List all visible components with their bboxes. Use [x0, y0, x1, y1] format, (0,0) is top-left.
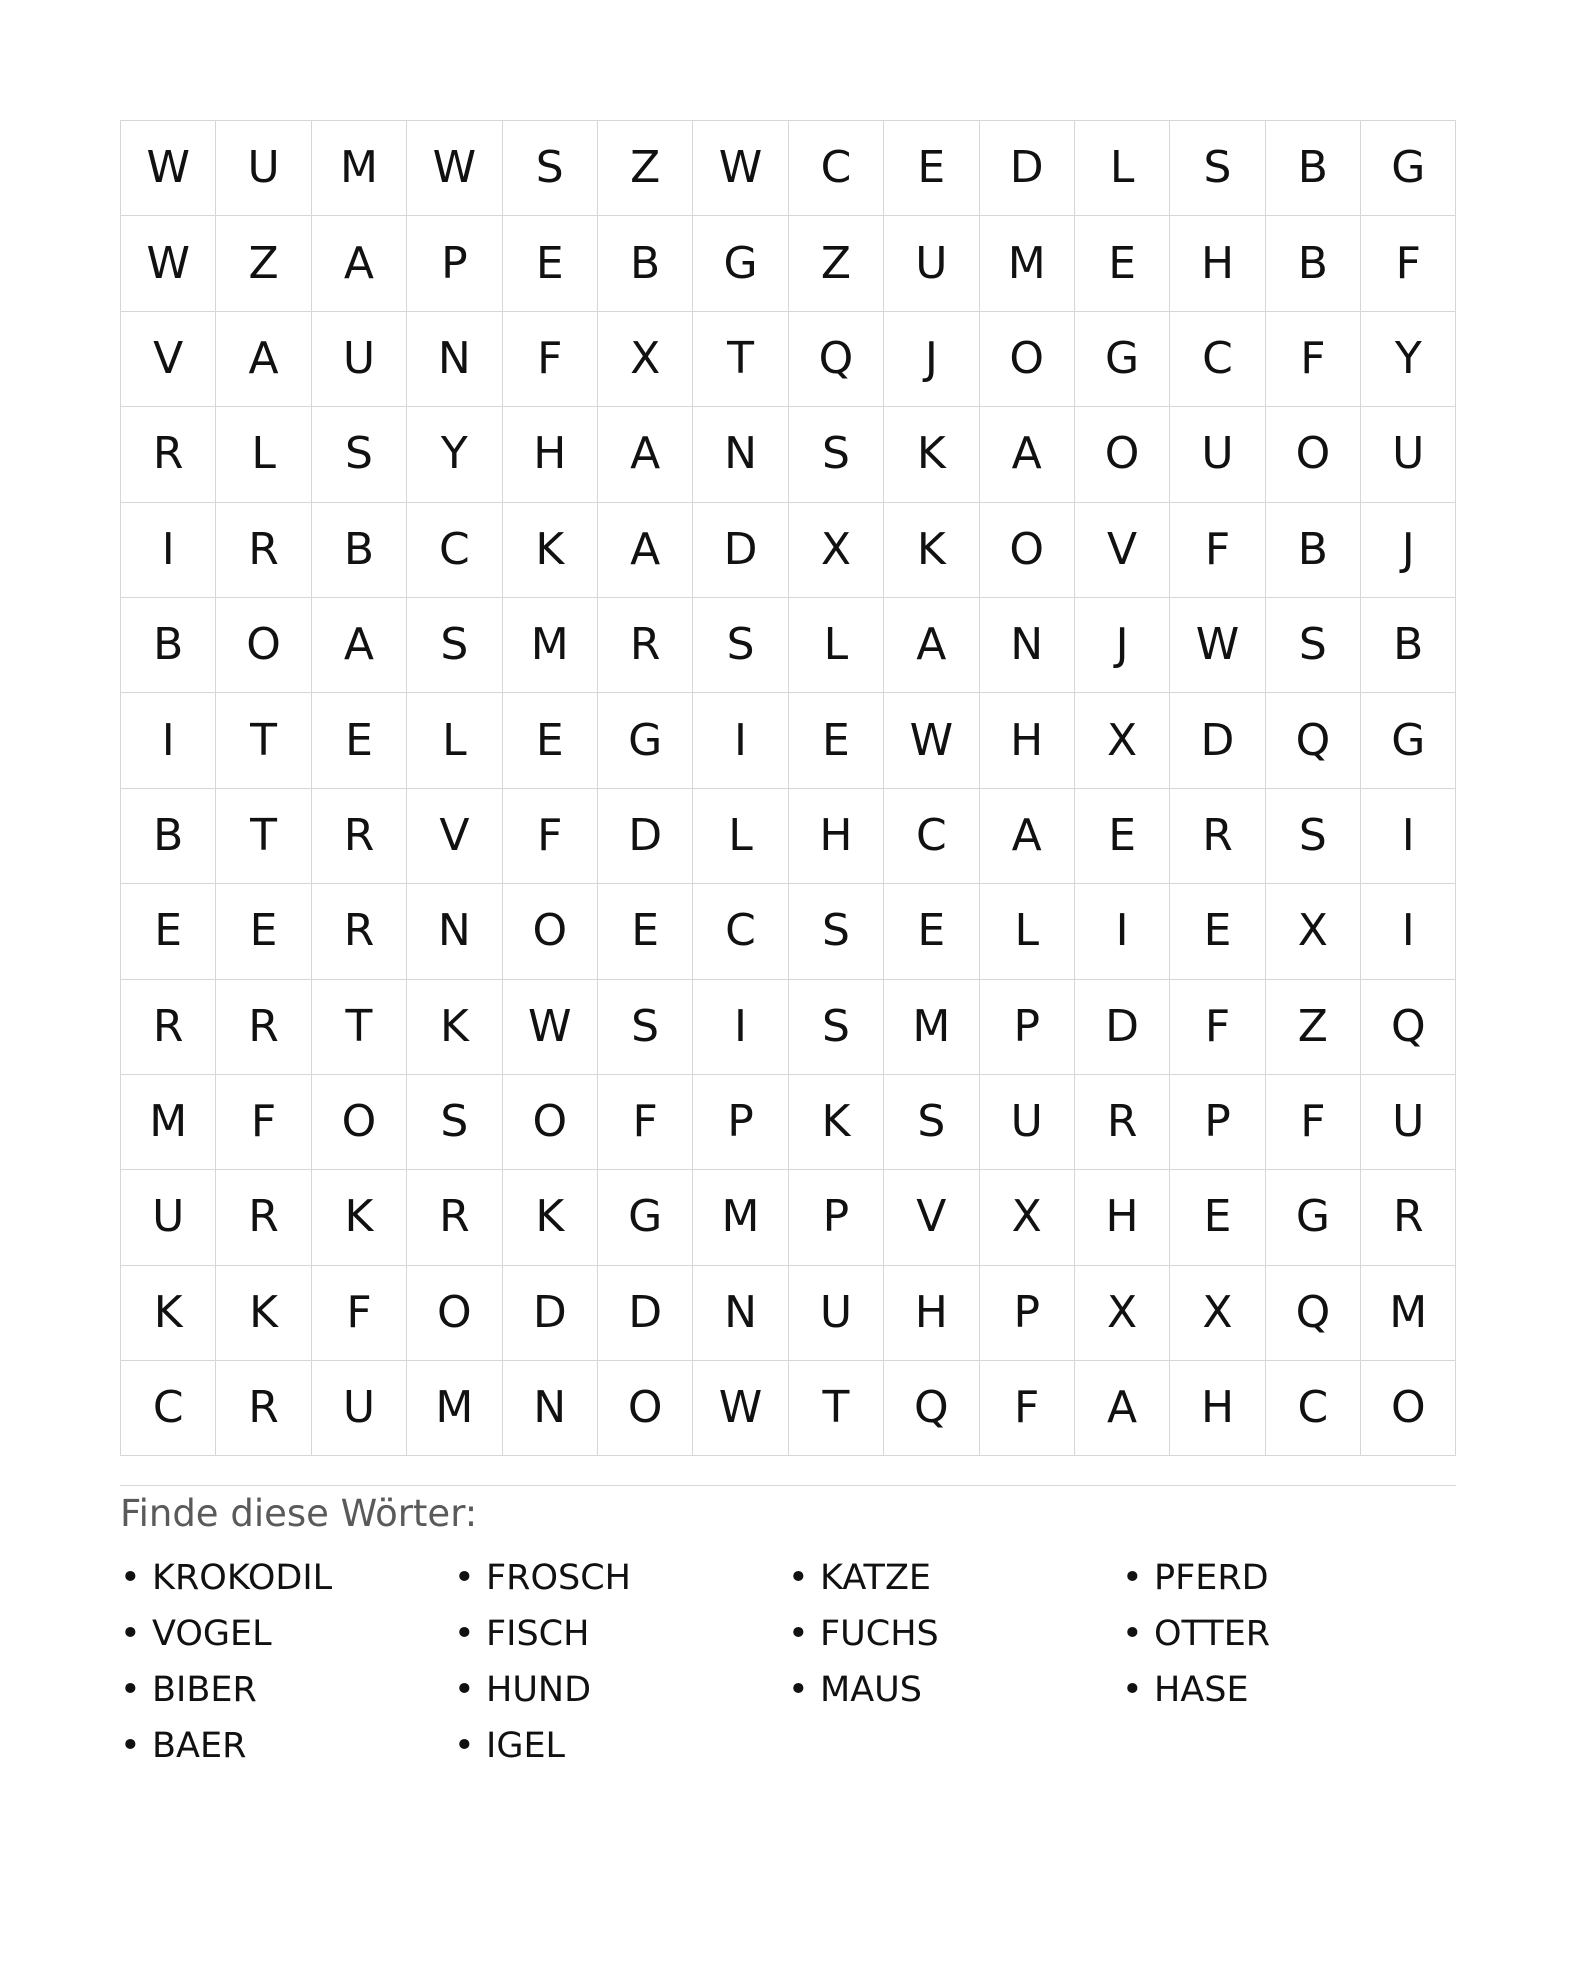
grid-cell[interactable]: R	[121, 980, 216, 1075]
word-list-item	[454, 1606, 788, 1662]
grid-cell[interactable]: F	[1266, 312, 1361, 407]
grid-cell[interactable]: I	[693, 693, 788, 788]
grid-cell[interactable]: O	[980, 503, 1075, 598]
word-label: IGEL	[486, 1726, 566, 1767]
grid-cell[interactable]: F	[312, 1266, 407, 1361]
grid-cell[interactable]: F	[503, 789, 598, 884]
grid-cell[interactable]: N	[693, 407, 788, 502]
grid-cell[interactable]: D	[693, 503, 788, 598]
grid-cell[interactable]: P	[980, 980, 1075, 1075]
grid-cell[interactable]: E	[216, 884, 311, 979]
grid-cell[interactable]: W	[121, 121, 216, 216]
grid-cell[interactable]: G	[1075, 312, 1170, 407]
grid-cell[interactable]: W	[1170, 598, 1265, 693]
grid-cell[interactable]: S	[1266, 789, 1361, 884]
grid-cell[interactable]: O	[216, 598, 311, 693]
grid-cell[interactable]: R	[216, 980, 311, 1075]
grid-cell[interactable]: P	[980, 1266, 1075, 1361]
grid-cell[interactable]: K	[503, 503, 598, 598]
grid-cell[interactable]: U	[216, 121, 311, 216]
grid-cell[interactable]: D	[598, 789, 693, 884]
grid-cell[interactable]: Z	[789, 216, 884, 311]
grid-cell[interactable]: E	[789, 693, 884, 788]
grid-cell[interactable]: O	[407, 1266, 502, 1361]
grid-cell[interactable]: R	[216, 1361, 311, 1456]
grid-cell[interactable]: E	[1170, 1170, 1265, 1265]
grid-cell[interactable]: X	[1266, 884, 1361, 979]
word-label: PFERD	[1154, 1558, 1269, 1599]
grid-cell[interactable]: E	[503, 216, 598, 311]
bullet-icon: •	[454, 1558, 475, 1599]
bullet-icon: •	[120, 1726, 141, 1767]
word-label: MAUS	[820, 1670, 922, 1711]
grid-cell[interactable]: B	[121, 598, 216, 693]
grid-cell[interactable]: K	[503, 1170, 598, 1265]
grid-cell[interactable]: V	[407, 789, 502, 884]
grid-cell[interactable]: D	[598, 1266, 693, 1361]
grid-cell[interactable]: S	[407, 598, 502, 693]
grid-cell[interactable]: X	[1075, 693, 1170, 788]
bullet-icon: •	[1122, 1558, 1143, 1599]
grid-cell[interactable]: U	[1361, 407, 1456, 502]
grid-cell[interactable]: O	[980, 312, 1075, 407]
grid-cell[interactable]: B	[1361, 598, 1456, 693]
grid-cell[interactable]: Q	[1266, 1266, 1361, 1361]
grid-cell[interactable]: R	[407, 1170, 502, 1265]
grid-cell[interactable]: S	[1266, 598, 1361, 693]
grid-cell[interactable]: X	[1170, 1266, 1265, 1361]
grid-cell[interactable]: T	[789, 1361, 884, 1456]
grid-cell[interactable]: A	[980, 789, 1075, 884]
grid-cell[interactable]: D	[1170, 693, 1265, 788]
word-label: FROSCH	[486, 1558, 631, 1599]
grid-cell[interactable]: M	[503, 598, 598, 693]
grid-cell[interactable]: T	[216, 789, 311, 884]
grid-cell[interactable]: A	[312, 216, 407, 311]
grid-cell[interactable]: S	[789, 407, 884, 502]
grid-cell[interactable]: B	[1266, 503, 1361, 598]
grid-cell[interactable]: Q	[1266, 693, 1361, 788]
grid-cell[interactable]: K	[216, 1266, 311, 1361]
grid-cell[interactable]: L	[1075, 121, 1170, 216]
grid-cell[interactable]: G	[693, 216, 788, 311]
grid-cell[interactable]: T	[312, 980, 407, 1075]
grid-cell[interactable]: J	[884, 312, 979, 407]
grid-cell[interactable]: O	[1266, 407, 1361, 502]
grid-cell[interactable]: F	[1170, 980, 1265, 1075]
grid-cell[interactable]: L	[980, 884, 1075, 979]
word-list-item	[1122, 1662, 1456, 1718]
divider	[120, 1485, 1456, 1486]
grid-cell[interactable]: A	[598, 407, 693, 502]
grid-cell[interactable]: Z	[216, 216, 311, 311]
grid-cell[interactable]: M	[312, 121, 407, 216]
grid-cell[interactable]: X	[980, 1170, 1075, 1265]
grid-cell[interactable]: V	[1075, 503, 1170, 598]
grid-cell[interactable]: Q	[1361, 980, 1456, 1075]
grid-cell[interactable]: R	[216, 503, 311, 598]
word-list-item	[120, 1718, 454, 1774]
grid-cell[interactable]: S	[884, 1075, 979, 1170]
bullet-icon: •	[788, 1614, 809, 1655]
grid-cell[interactable]: O	[1075, 407, 1170, 502]
grid-cell[interactable]: X	[1075, 1266, 1170, 1361]
grid-cell[interactable]: K	[789, 1075, 884, 1170]
grid-cell[interactable]: Y	[1361, 312, 1456, 407]
grid-cell[interactable]: E	[598, 884, 693, 979]
grid-cell[interactable]: L	[693, 789, 788, 884]
grid-cell[interactable]: T	[216, 693, 311, 788]
grid-cell[interactable]: R	[1170, 789, 1265, 884]
word-label: BAER	[152, 1726, 247, 1767]
grid-cell[interactable]: R	[1075, 1075, 1170, 1170]
grid-cell[interactable]: B	[598, 216, 693, 311]
grid-cell[interactable]: S	[789, 884, 884, 979]
grid-cell[interactable]: K	[407, 980, 502, 1075]
grid-cell[interactable]: O	[598, 1361, 693, 1456]
word-list-item	[788, 1550, 1122, 1606]
grid-cell[interactable]: S	[503, 121, 598, 216]
grid-cell[interactable]: M	[121, 1075, 216, 1170]
grid-cell[interactable]: E	[121, 884, 216, 979]
grid-cell[interactable]: H	[1170, 1361, 1265, 1456]
grid-cell[interactable]: J	[1075, 598, 1170, 693]
grid-cell[interactable]: D	[1075, 980, 1170, 1075]
grid-cell[interactable]: F	[1266, 1075, 1361, 1170]
grid-cell[interactable]: W	[121, 216, 216, 311]
word-label: HUND	[486, 1670, 592, 1711]
grid-cell[interactable]: C	[1266, 1361, 1361, 1456]
grid-cell[interactable]: M	[884, 980, 979, 1075]
bullet-icon: •	[788, 1670, 809, 1711]
grid-cell[interactable]: O	[1361, 1361, 1456, 1456]
bullet-icon: •	[120, 1614, 141, 1655]
grid-cell[interactable]: L	[407, 693, 502, 788]
grid-cell[interactable]: G	[1266, 1170, 1361, 1265]
word-list	[120, 1550, 1456, 1774]
grid-cell[interactable]: K	[884, 503, 979, 598]
grid-cell[interactable]: P	[407, 216, 502, 311]
bullet-icon: •	[1122, 1670, 1143, 1711]
grid-cell[interactable]: E	[1075, 216, 1170, 311]
grid-cell[interactable]: F	[1361, 216, 1456, 311]
grid-cell[interactable]: B	[1266, 121, 1361, 216]
word-label: FISCH	[486, 1614, 590, 1655]
grid-cell[interactable]: G	[598, 1170, 693, 1265]
grid-cell[interactable]: F	[598, 1075, 693, 1170]
grid-cell[interactable]: L	[789, 598, 884, 693]
grid-cell[interactable]: K	[121, 1266, 216, 1361]
grid-cell[interactable]: P	[789, 1170, 884, 1265]
grid-cell[interactable]: U	[789, 1266, 884, 1361]
word-list-item	[454, 1550, 788, 1606]
grid-cell[interactable]: O	[503, 1075, 598, 1170]
word-list-item	[1122, 1606, 1456, 1662]
word-list-item	[788, 1606, 1122, 1662]
word-label: KROKODIL	[152, 1558, 333, 1599]
grid-cell[interactable]: G	[1361, 121, 1456, 216]
grid-cell[interactable]: C	[789, 121, 884, 216]
letter-grid	[120, 120, 1456, 1456]
grid-cell[interactable]: M	[1361, 1266, 1456, 1361]
grid-cell[interactable]: O	[312, 1075, 407, 1170]
grid-cell[interactable]: Q	[884, 1361, 979, 1456]
grid-cell[interactable]: N	[980, 598, 1075, 693]
grid-cell[interactable]: O	[503, 884, 598, 979]
grid-cell[interactable]: I	[1361, 789, 1456, 884]
grid-cell[interactable]: F	[1170, 503, 1265, 598]
grid-cell[interactable]: U	[121, 1170, 216, 1265]
grid-cell[interactable]: H	[1075, 1170, 1170, 1265]
grid-cell[interactable]: U	[1170, 407, 1265, 502]
grid-cell[interactable]: C	[693, 884, 788, 979]
word-list-item	[788, 1662, 1122, 1718]
grid-cell[interactable]: R	[216, 1170, 311, 1265]
grid-cell[interactable]: C	[407, 503, 502, 598]
grid-cell[interactable]: H	[789, 789, 884, 884]
grid-cell[interactable]: U	[1361, 1075, 1456, 1170]
grid-cell[interactable]: S	[789, 980, 884, 1075]
word-list-item	[120, 1550, 454, 1606]
grid-cell[interactable]: S	[598, 980, 693, 1075]
word-label: BIBER	[152, 1670, 257, 1711]
instruction-text: Finde diese Wörter:	[120, 1492, 478, 1536]
bullet-icon: •	[120, 1670, 141, 1711]
grid-cell[interactable]: F	[503, 312, 598, 407]
word-label: FUCHS	[820, 1614, 939, 1655]
grid-cell[interactable]: E	[1170, 884, 1265, 979]
grid-cell[interactable]: N	[407, 884, 502, 979]
word-label: HASE	[1154, 1670, 1249, 1711]
grid-cell[interactable]: T	[693, 312, 788, 407]
grid-cell[interactable]: I	[693, 980, 788, 1075]
word-search-page	[120, 120, 1456, 1774]
grid-cell[interactable]: B	[121, 789, 216, 884]
grid-cell[interactable]: S	[312, 407, 407, 502]
grid-cell[interactable]: I	[121, 693, 216, 788]
grid-cell[interactable]: C	[121, 1361, 216, 1456]
grid-cell[interactable]: K	[884, 407, 979, 502]
word-list-item	[454, 1662, 788, 1718]
grid-cell[interactable]: W	[407, 121, 502, 216]
grid-cell[interactable]: C	[884, 789, 979, 884]
word-list-item	[120, 1662, 454, 1718]
grid-cell[interactable]: C	[1170, 312, 1265, 407]
grid-cell[interactable]: X	[598, 312, 693, 407]
grid-cell[interactable]: N	[503, 1361, 598, 1456]
grid-cell[interactable]: I	[1075, 884, 1170, 979]
bullet-icon: •	[454, 1614, 475, 1655]
grid-cell[interactable]: D	[980, 121, 1075, 216]
grid-cell[interactable]: A	[1075, 1361, 1170, 1456]
grid-cell[interactable]: F	[980, 1361, 1075, 1456]
grid-cell[interactable]: J	[1361, 503, 1456, 598]
grid-cell[interactable]: N	[693, 1266, 788, 1361]
grid-cell[interactable]: E	[503, 693, 598, 788]
grid-cell[interactable]: K	[312, 1170, 407, 1265]
grid-cell[interactable]: Z	[1266, 980, 1361, 1075]
grid-cell[interactable]: S	[407, 1075, 502, 1170]
grid-cell[interactable]: X	[789, 503, 884, 598]
grid-cell[interactable]: Y	[407, 407, 502, 502]
grid-cell[interactable]: V	[884, 1170, 979, 1265]
grid-cell[interactable]: U	[312, 312, 407, 407]
grid-cell[interactable]: W	[884, 693, 979, 788]
word-list-item	[120, 1606, 454, 1662]
grid-cell[interactable]: W	[693, 121, 788, 216]
grid-cell[interactable]: F	[216, 1075, 311, 1170]
grid-cell[interactable]: V	[121, 312, 216, 407]
word-list-item	[454, 1718, 788, 1774]
grid-cell[interactable]: E	[1075, 789, 1170, 884]
grid-cell[interactable]: A	[598, 503, 693, 598]
word-list-item	[1122, 1550, 1456, 1606]
grid-cell[interactable]: G	[1361, 693, 1456, 788]
grid-cell[interactable]: P	[693, 1075, 788, 1170]
grid-cell[interactable]: W	[693, 1361, 788, 1456]
grid-cell[interactable]: R	[312, 884, 407, 979]
grid-cell[interactable]: Q	[789, 312, 884, 407]
grid-cell[interactable]: E	[884, 884, 979, 979]
grid-cell[interactable]: H	[1170, 216, 1265, 311]
grid-cell[interactable]: H	[980, 693, 1075, 788]
bullet-icon: •	[788, 1558, 809, 1599]
bullet-icon: •	[120, 1558, 141, 1599]
grid-cell[interactable]: A	[980, 407, 1075, 502]
grid-cell[interactable]: A	[216, 312, 311, 407]
grid-cell[interactable]: M	[407, 1361, 502, 1456]
grid-cell[interactable]: M	[693, 1170, 788, 1265]
word-label: VOGEL	[152, 1614, 272, 1655]
bullet-icon: •	[454, 1726, 475, 1767]
grid-cell[interactable]: E	[884, 121, 979, 216]
grid-cell[interactable]: A	[884, 598, 979, 693]
grid-cell[interactable]: S	[693, 598, 788, 693]
grid-cell[interactable]: A	[312, 598, 407, 693]
grid-cell[interactable]: G	[598, 693, 693, 788]
grid-cell[interactable]: U	[312, 1361, 407, 1456]
grid-cell[interactable]: E	[312, 693, 407, 788]
grid-cell[interactable]: Z	[598, 121, 693, 216]
bullet-icon: •	[454, 1670, 475, 1711]
grid-cell[interactable]: S	[1170, 121, 1265, 216]
grid-cell[interactable]: R	[598, 598, 693, 693]
grid-cell[interactable]: M	[980, 216, 1075, 311]
grid-cell[interactable]: R	[1361, 1170, 1456, 1265]
grid-cell[interactable]: I	[1361, 884, 1456, 979]
grid-cell[interactable]: B	[312, 503, 407, 598]
grid-cell[interactable]: U	[980, 1075, 1075, 1170]
grid-cell[interactable]: D	[503, 1266, 598, 1361]
grid-cell[interactable]: H	[884, 1266, 979, 1361]
grid-cell[interactable]: B	[1266, 216, 1361, 311]
grid-cell[interactable]: P	[1170, 1075, 1265, 1170]
grid-cell[interactable]: L	[216, 407, 311, 502]
grid-cell[interactable]: N	[407, 312, 502, 407]
grid-cell[interactable]: I	[121, 503, 216, 598]
grid-cell[interactable]: R	[312, 789, 407, 884]
bullet-icon: •	[1122, 1614, 1143, 1655]
grid-cell[interactable]: W	[503, 980, 598, 1075]
grid-cell[interactable]: H	[503, 407, 598, 502]
grid-cell[interactable]: U	[884, 216, 979, 311]
word-label: KATZE	[820, 1558, 932, 1599]
word-label: OTTER	[1154, 1614, 1271, 1655]
grid-cell[interactable]: R	[121, 407, 216, 502]
